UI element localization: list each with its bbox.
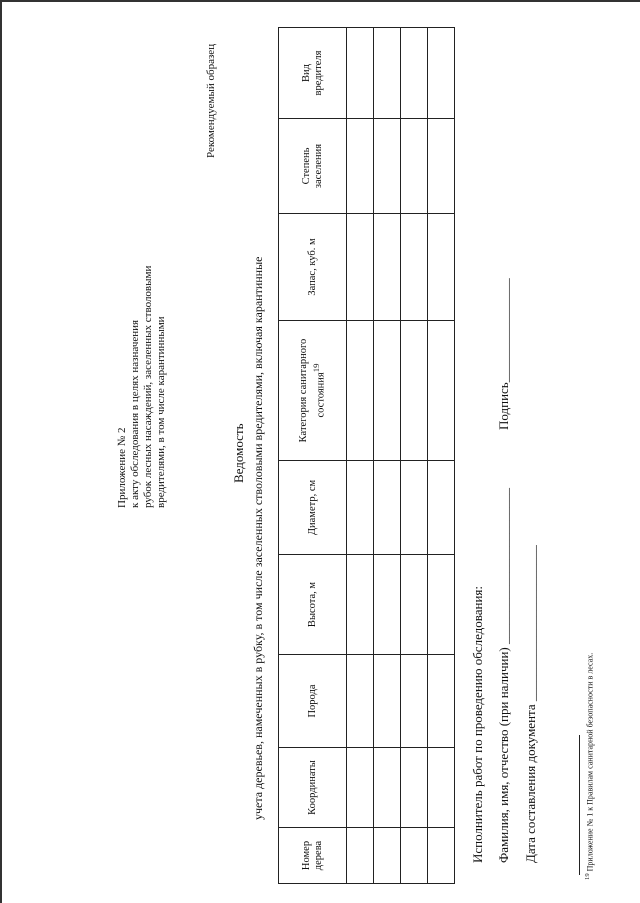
- column-header-line-1: Высота, м: [306, 581, 318, 628]
- table-cell: [401, 321, 428, 461]
- table-cell: [428, 214, 455, 321]
- table-row: [347, 28, 374, 884]
- table-cell: [401, 461, 428, 555]
- table-cell: [428, 119, 455, 214]
- column-header-line-2: вредителя: [312, 50, 324, 96]
- column-header-line-1: Номер: [300, 840, 312, 871]
- recommended-sample-label: Рекомендуемый образец: [205, 43, 217, 158]
- appendix-line-3: рубок лесных насаждений, заселенных стволовыми: [142, 265, 154, 508]
- column-header-line-1: Порода: [306, 684, 318, 718]
- footnote-mark: 19: [584, 873, 591, 880]
- column-header: [279, 28, 347, 119]
- table-cell: [347, 555, 374, 655]
- column-header-line-1: Степень: [300, 147, 312, 185]
- column-header: [279, 119, 347, 214]
- column-header: [279, 321, 347, 461]
- table-cell: [347, 748, 374, 828]
- table-cell: [401, 748, 428, 828]
- column-header: [279, 214, 347, 321]
- document-date-field: Дата составления документа ________________________: [523, 545, 538, 863]
- column-header: [279, 461, 347, 555]
- table-cell: [374, 28, 401, 119]
- column-header-line-1: Вид: [300, 64, 312, 82]
- footnote-text: Приложение № 1 к Правилам санитарной безопасности в лесах.: [585, 652, 595, 872]
- footnote-divider: [579, 735, 580, 875]
- appendix-line-4: вредителями, в том числе карантинными: [155, 316, 167, 508]
- document-subtitle: учета деревьев, намеченных в рубку, в том числе заселенных стволовыми вредителями, включая карантинные: [251, 256, 265, 820]
- table-cell: [428, 828, 455, 884]
- table-cell: [401, 119, 428, 214]
- executor-label: Исполнитель работ по проведению обследования:: [470, 585, 485, 863]
- table-cell: [374, 119, 401, 214]
- table-row: [374, 28, 401, 884]
- column-header-line-1: Категория санитарного: [297, 338, 309, 443]
- table-cell: [401, 828, 428, 884]
- table-cell: [374, 321, 401, 461]
- table-cell: [347, 321, 374, 461]
- table-cell: [347, 119, 374, 214]
- column-header-line-1: Координаты: [306, 760, 318, 815]
- column-header-line-2: состояния: [315, 372, 327, 418]
- column-header-line-2: заселения: [312, 143, 324, 189]
- table-row: [428, 28, 455, 884]
- trees-table: [278, 27, 455, 884]
- column-header: [279, 828, 347, 884]
- table-cell: [347, 28, 374, 119]
- table-cell: [374, 655, 401, 748]
- table-cell: [374, 461, 401, 555]
- table-cell: [401, 555, 428, 655]
- table-cell: [374, 748, 401, 828]
- table-cell: [428, 461, 455, 555]
- table-cell: [347, 655, 374, 748]
- table-cell: [401, 28, 428, 119]
- table-cell: [428, 321, 455, 461]
- table-row: [401, 28, 428, 884]
- column-header: [279, 655, 347, 748]
- column-header-line-1: Запас, куб. м: [306, 238, 318, 296]
- table-cell: [428, 555, 455, 655]
- table-cell: [347, 214, 374, 321]
- signature-field: Подпись________________: [496, 278, 511, 430]
- scan-border-left: [0, 0, 2, 903]
- full-name-field: Фамилия, имя, отчество (при наличии) ________________________: [496, 487, 511, 863]
- table-cell: [428, 655, 455, 748]
- table-cell: [347, 828, 374, 884]
- table-cell: [401, 655, 428, 748]
- column-header-line-2: дерева: [312, 840, 324, 871]
- footnote: [584, 653, 595, 880]
- table-cell: [374, 828, 401, 884]
- trees-table-wrap: [278, 28, 453, 884]
- column-header-line-1: Диаметр, см: [306, 479, 318, 536]
- column-header: [279, 555, 347, 655]
- table-header-row: [279, 28, 347, 884]
- table-cell: [428, 748, 455, 828]
- column-header: [279, 748, 347, 828]
- document-title: Ведомость: [231, 423, 246, 483]
- table-cell: [374, 214, 401, 321]
- table-cell: [428, 28, 455, 119]
- table-cell: [401, 214, 428, 321]
- table-body: [347, 28, 455, 884]
- scan-border-top: [0, 0, 640, 2]
- appendix-heading: [116, 266, 168, 508]
- footnote-ref: 19: [310, 363, 321, 373]
- table-cell: [374, 555, 401, 655]
- table-cell: [347, 461, 374, 555]
- appendix-line-1: Приложение № 2: [116, 427, 128, 508]
- appendix-line-2: к акту обследования в целях назначения: [129, 319, 141, 508]
